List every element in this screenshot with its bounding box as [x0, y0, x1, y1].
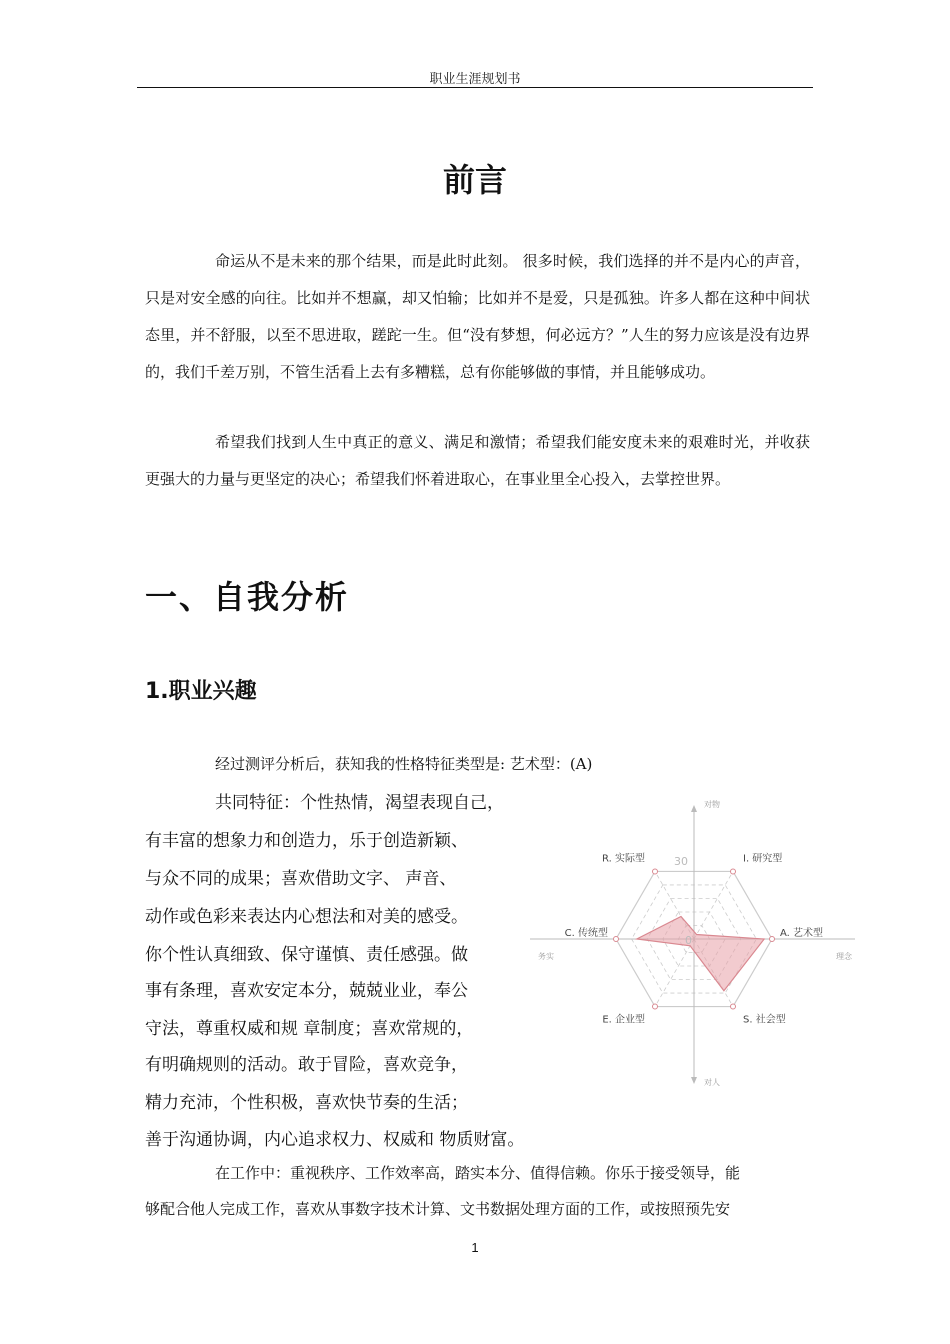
header-divider — [137, 87, 813, 88]
test-result-line: 经过测评分析后，获知我的性格特征类型是: 艺术型：(A) — [215, 755, 593, 773]
radar-vertex-dot — [614, 937, 619, 942]
radar-category-label: E. 企业型 — [602, 1014, 645, 1026]
work-line: 够配合他人完成工作，喜欢从事数字技术计算、文书数据处理方面的工作，或按照预先安 — [145, 1200, 731, 1218]
axis-label-left: 务实 — [538, 952, 554, 961]
work-line: 在工作中：重视秩序、工作效率高，踏实本分、值得信赖。你乐于接受领导，能 — [215, 1164, 741, 1182]
radar-category-label: S. 社会型 — [743, 1014, 786, 1026]
axis-label-bottom: 对人 — [704, 1078, 720, 1087]
axis-label-top: 对物 — [704, 800, 720, 809]
page-header: 职业生涯规划书 — [429, 72, 521, 87]
radar-category-label: A. 艺术型 — [780, 928, 824, 939]
trait-line: 有明确规则的活动。敢于冒险，喜欢竞争， — [145, 1055, 468, 1075]
radar-scale-min-label: 0 — [685, 934, 692, 947]
radar-spoke — [694, 871, 733, 939]
trait-line: 守法，尊重权威和规 章制度；喜欢常规的， — [145, 1019, 474, 1039]
radar-scale-max-label: 30 — [674, 855, 688, 868]
radar-category-label: C. 传统型 — [564, 928, 608, 939]
axis-label-right: 理念 — [836, 952, 852, 961]
preface-paragraph-1: 命运从不是未来的那个结果，而是此时此刻。 很多时候，我们选择的并不是内心的声音，只是对安全感的向往。比如并不想赢，却又怕输；比如并不是爱，只是孤独。许多人都在这种中间状态里，并不舒服，以至不思进取，蹉跎一生。但“没有梦想，何必远方？”人生的努力应该是没有边界的，我们千差万别，不管生活看上去有多糟糕，总有你能够做的事情，并且能够成功。 — [145, 252, 810, 381]
trait-line: 事有条理，喜欢安定本分，兢兢业业，奉公 — [145, 981, 468, 1001]
trait-line: 有丰富的想象力和创造力，乐于创造新颖、 — [145, 831, 468, 851]
trait-line: 共同特征：个性热情，渴望表现自己， — [215, 793, 504, 813]
holland-radar-chart — [530, 792, 860, 1092]
page-number: 1 — [471, 1240, 479, 1255]
trait-line: 你个性认真细致、保守谨慎、责任感强。做 — [145, 945, 468, 965]
radar-vertex-dot — [731, 1004, 736, 1009]
radar-category-label: R. 实际型 — [602, 853, 645, 865]
radar-vertex-dot — [653, 869, 658, 874]
radar-vertex-dot — [770, 937, 775, 942]
axis-arrow-icon — [691, 805, 697, 812]
trait-line: 善于沟通协调，内心追求权力、权威和 物质财富。 — [145, 1130, 525, 1150]
trait-line: 动作或色彩来表达内心想法和对美的感受。 — [145, 907, 468, 927]
trait-line: 与众不同的成果；喜欢借助文字、 声音、 — [145, 869, 457, 889]
radar-category-label: I. 研究型 — [743, 853, 783, 865]
radar-vertex-dot — [653, 1004, 658, 1009]
subsection-heading-career-interest: 1.职业兴趣 — [145, 679, 257, 704]
trait-line: 精力充沛，个性积极，喜欢快节奏的生活； — [145, 1093, 468, 1113]
section-heading-self-analysis: 一、自我分析 — [145, 578, 350, 616]
radar-vertex-dot — [731, 869, 736, 874]
axis-arrow-icon — [691, 1077, 697, 1084]
preface-paragraph-2: 希望我们找到人生中真正的意义、满足和激情；希望我们能安度未来的艰难时光，并收获更强大的力量与更坚定的决心；希望我们怀着进取心，在事业里全心投入，去掌控世界。 — [145, 433, 810, 488]
preface-title: 前言 — [442, 161, 507, 199]
radar-spoke — [655, 939, 694, 1007]
